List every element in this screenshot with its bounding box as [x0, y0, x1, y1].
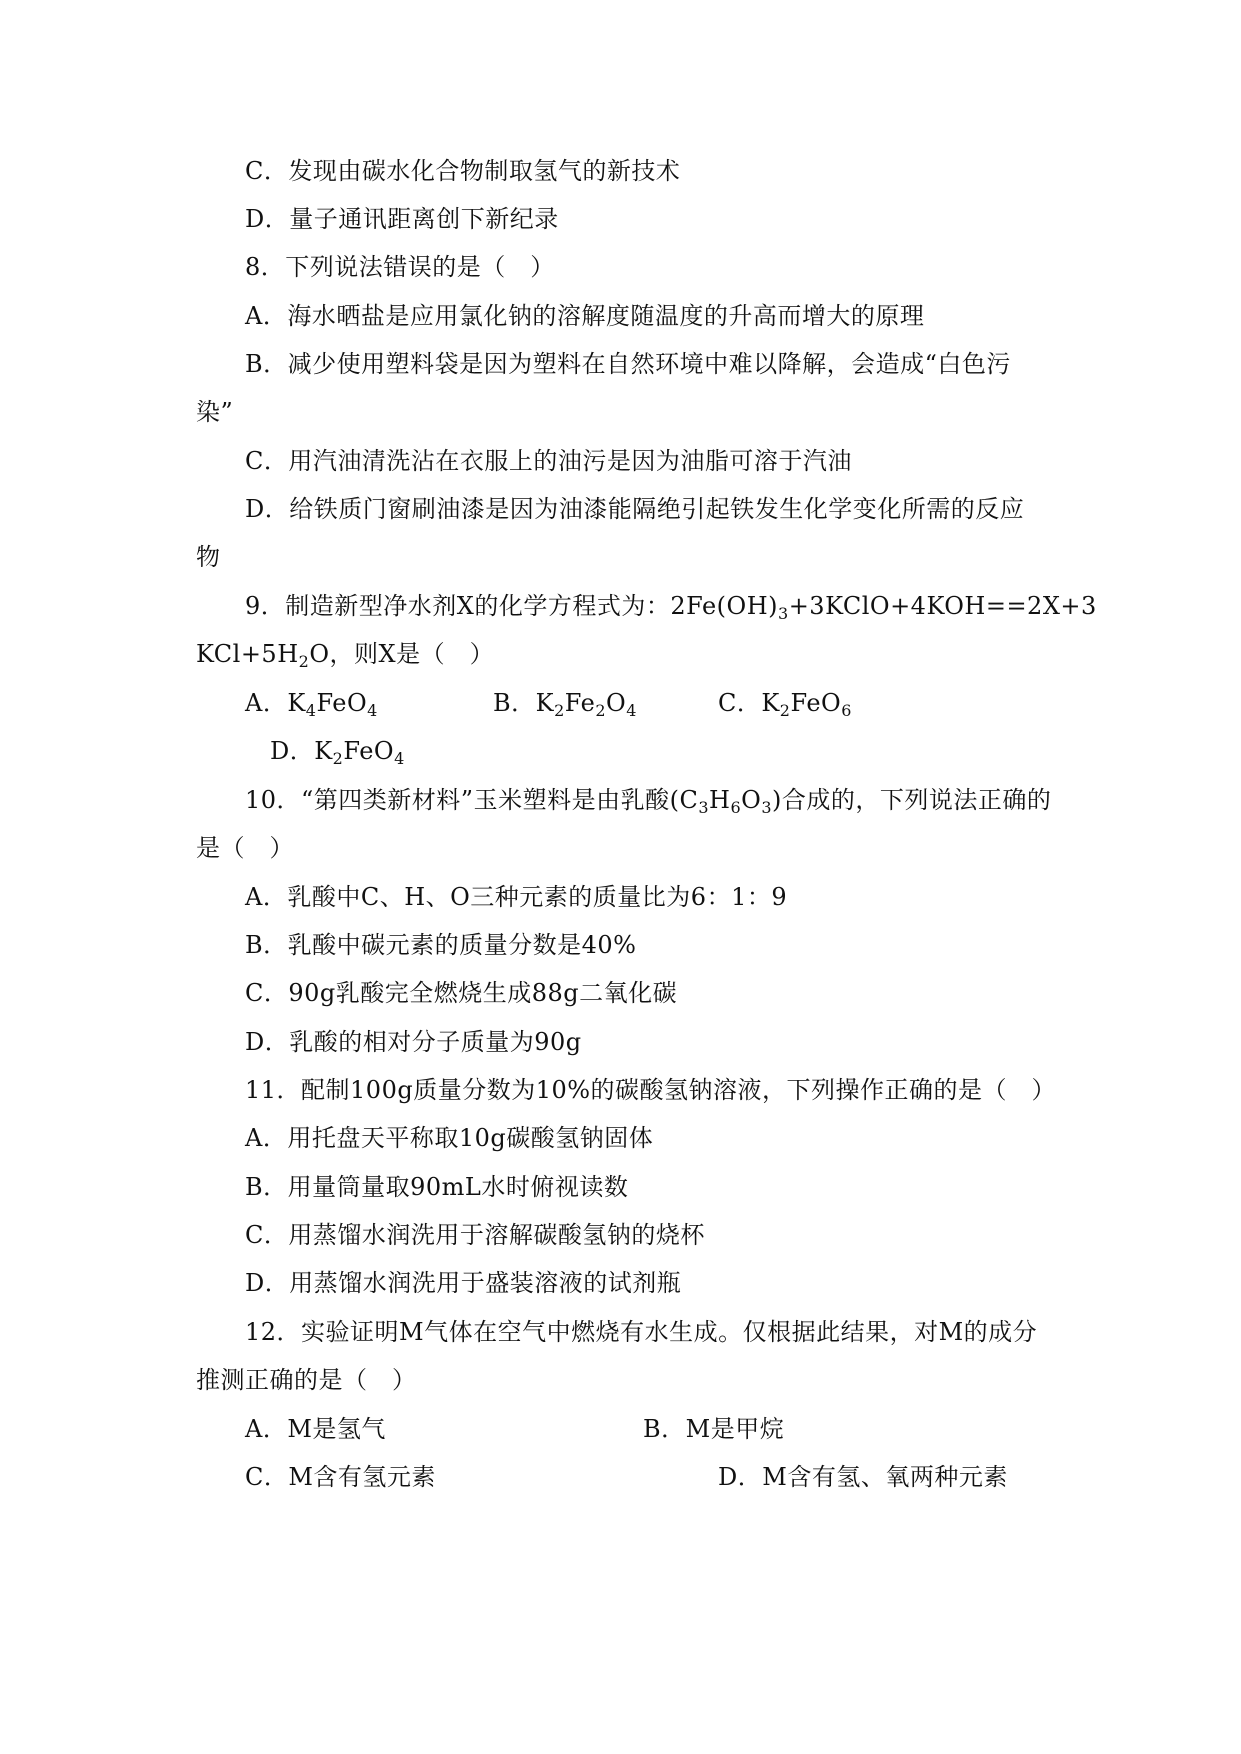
q9-option-a: A．$K_4FeO_4$: [245, 689, 378, 720]
q8-option-a: A．海水晒盐是应用氯化钠的溶解度随温度的升高而增大的原理: [245, 302, 925, 330]
q10-stem-continued: 是（ ）: [196, 834, 294, 862]
q7-option-c: C．发现由碳水化合物制取氢气的新技术: [245, 157, 681, 185]
q11-option-b: B．用量筒量取90mL水时俯视读数: [245, 1173, 629, 1201]
q10-option-a: A．乳酸中C、H、O三种元素的质量比为6：1：9: [245, 883, 788, 911]
q7-option-d: D．量子通讯距离创下新纪录: [245, 205, 559, 233]
q9-stem: 9．制造新型净水剂X的化学方程式为：$2Fe(OH)_3+3KClO+4KOH==2X+3$: [245, 592, 1097, 623]
q12-option-a: A．M是氢气: [245, 1415, 386, 1443]
q8-option-b-continued: 染”: [196, 398, 234, 426]
q9-option-d: D．$K_2FeO_4$: [270, 737, 405, 768]
q9-option-b: B．$K_2Fe_2O_4$: [493, 689, 637, 720]
q10-option-d: D．乳酸的相对分子质量为90g: [245, 1028, 582, 1056]
q11-option-c: C．用蒸馏水润洗用于溶解碳酸氢钠的烧杯: [245, 1221, 705, 1249]
q12-stem-continued: 推测正确的是（ ）: [196, 1366, 417, 1394]
q11-option-a: A．用托盘天平称取10g碳酸氢钠固体: [245, 1124, 654, 1152]
q10-stem: 10．“第四类新材料”玉米塑料是由乳酸$(C_3H_6O_3)$合成的，下列说法正确的: [245, 786, 1052, 817]
q9-stem-continued: $KCl+5H_2O$，则X是（ ）: [196, 640, 495, 671]
q12-option-c: C．M含有氢元素: [245, 1463, 436, 1491]
q8-option-c: C．用汽油清洗沾在衣服上的油污是因为油脂可溶于汽油: [245, 447, 852, 475]
q12-option-d: D．M含有氢、氧两种元素: [718, 1463, 1008, 1491]
q9-option-c: C．$K_2FeO_6$: [718, 689, 852, 720]
q10-option-c: C．90g乳酸完全燃烧生成88g二氧化碳: [245, 979, 678, 1007]
q10-option-b: B．乳酸中碳元素的质量分数是40%: [245, 931, 637, 959]
q12-option-b: B．M是甲烷: [643, 1415, 785, 1443]
q8-stem: 8．下列说法错误的是（ ）: [245, 253, 555, 281]
q11-option-d: D．用蒸馏水润洗用于盛装溶液的试剂瓶: [245, 1269, 682, 1297]
q12-stem: 12．实验证明M气体在空气中燃烧有水生成。仅根据此结果，对M的成分: [245, 1318, 1038, 1346]
q11-stem: 11．配制100g质量分数为10%的碳酸氢钠溶液，下列操作正确的是（ ）: [245, 1076, 1057, 1104]
q8-option-d: D．给铁质门窗刷油漆是因为油漆能隔绝引起铁发生化学变化所需的反应: [245, 495, 1025, 523]
q8-option-d-continued: 物: [196, 543, 221, 571]
q8-option-b: B．减少使用塑料袋是因为塑料在自然环境中难以降解，会造成“白色污: [245, 350, 1011, 378]
